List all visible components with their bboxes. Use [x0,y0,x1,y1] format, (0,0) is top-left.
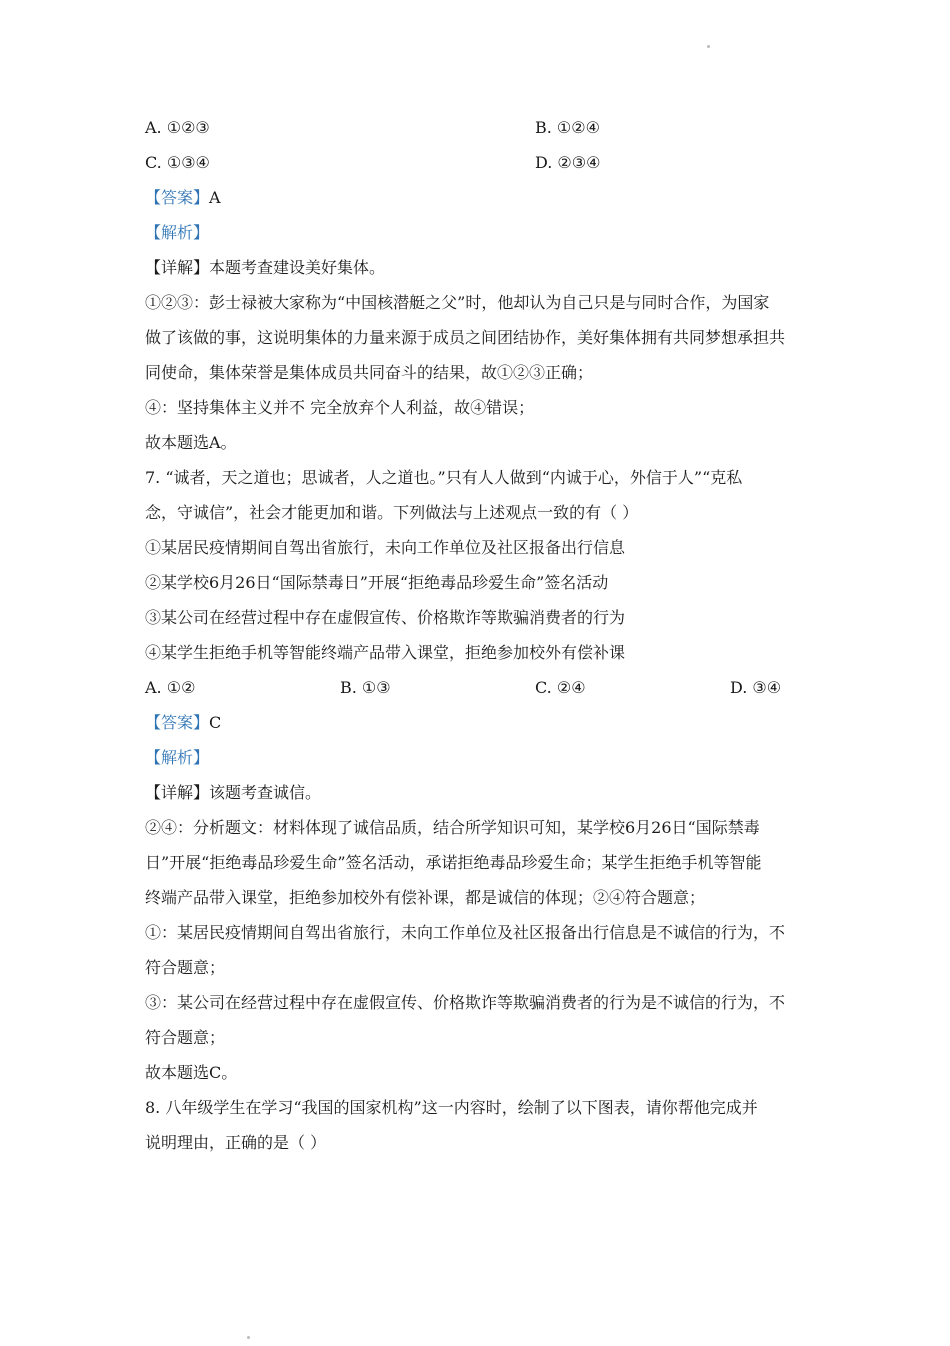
q7-statement: ②某学校6月26日“国际禁毒日”开展“拒绝毒品珍爱生命”签名活动 [145,573,609,592]
q7-option-a: A. ①② [145,678,196,697]
page-mark-top [707,45,710,48]
page-mark-bottom [247,1336,250,1339]
q7-explain-line: 符合题意； [145,958,226,977]
q7-detail [145,775,810,810]
q7-explain-line: 故本题选C。 [145,1063,238,1082]
q6-options-row2 [145,145,810,180]
q8-stem-line: 8. 八年级学生在学习“我国的国家机构”这一内容时，绘制了以下图表，请你帮他完成并 [145,1098,758,1117]
q7-answer-value: C [209,713,222,732]
q7-explain-line: 终端产品带入课堂，拒绝参加校外有偿补课，都是诚信的体现；②④符合题意； [145,888,706,907]
q7-explain-line: 日”开展“拒绝毒品珍爱生命”签名活动，承诺拒绝毒品珍爱生命；某学生拒绝手机等智能 [145,853,762,872]
q7-detail-tag: 【详解】 [145,783,210,802]
q6-explain-line: ④：坚持集体主义并不 完全放弃个人利益，故④错误； [145,398,535,417]
q6-answer-tag: 【答案】 [145,188,210,207]
document-page [145,110,810,1160]
q6-detail [145,250,810,285]
q7-option-b: B. ①③ [340,678,391,697]
q6-detail-tag: 【详解】 [145,258,210,277]
q7-options [145,670,810,705]
q7-analysis-tag: 【解析】 [145,748,210,767]
q6-explain-line: ①②③：彭士禄被大家称为“中国核潜艇之父”时，他却认为自己只是与同时合作，为国家 [145,293,770,312]
q7-stem-line: 念，守诚信”，社会才能更加和谐。下列做法与上述观点一致的有（ ） [145,503,639,522]
q6-option-c: C. ①③④ [145,153,210,172]
q7-statement: ④某学生拒绝手机等智能终端产品带入课堂，拒绝参加校外有偿补课 [145,643,626,662]
q6-answer [145,180,810,215]
q7-option-c: C. ②④ [535,678,586,697]
q6-options-row1 [145,110,810,145]
q7-answer-tag: 【答案】 [145,713,210,732]
q6-explain-line: 做了该做的事，这说明集体的力量来源于成员之间团结协作，美好集体拥有共同梦想承担共 [145,328,786,347]
q7-stem-line: 7. “诚者，天之道也；思诚者，人之道也。”只有人人做到“内诚于心，外信于人”“克私 [145,468,743,487]
q6-explain-line: 同使命，集体荣誉是集体成员共同奋斗的结果，故①②③正确； [145,363,594,382]
q6-option-d: D. ②③④ [535,153,601,172]
q6-option-b: B. ①②④ [535,118,600,137]
q7-answer [145,705,810,740]
q6-option-a: A. ①②③ [145,118,210,137]
q7-statement: ③某公司在经营过程中存在虚假宣传、价格欺诈等欺骗消费者的行为 [145,608,626,627]
q6-answer-value: A [209,188,221,207]
q7-explain-line: ②④：分析题文：材料体现了诚信品质，结合所学知识可知，某学校6月26日“国际禁毒 [145,818,760,837]
q7-option-d: D. ③④ [730,678,782,697]
q6-analysis-tag: 【解析】 [145,223,210,242]
q6-detail-text: 本题考查建设美好集体。 [209,258,386,277]
q7-explain-line: 符合题意； [145,1028,226,1047]
q7-explain-line: ①：某居民疫情期间自驾出省旅行，未向工作单位及社区报备出行信息是不诚信的行为，不 [145,923,786,942]
q7-explain-line: ③：某公司在经营过程中存在虚假宣传、价格欺诈等欺骗消费者的行为是不诚信的行为，不 [145,993,786,1012]
q7-statement: ①某居民疫情期间自驾出省旅行，未向工作单位及社区报备出行信息 [145,538,626,557]
q7-detail-text: 该题考查诚信。 [209,783,322,802]
q6-explain-line: 故本题选A。 [145,433,237,452]
q8-stem-line: 说明理由，正确的是（ ） [145,1133,327,1152]
